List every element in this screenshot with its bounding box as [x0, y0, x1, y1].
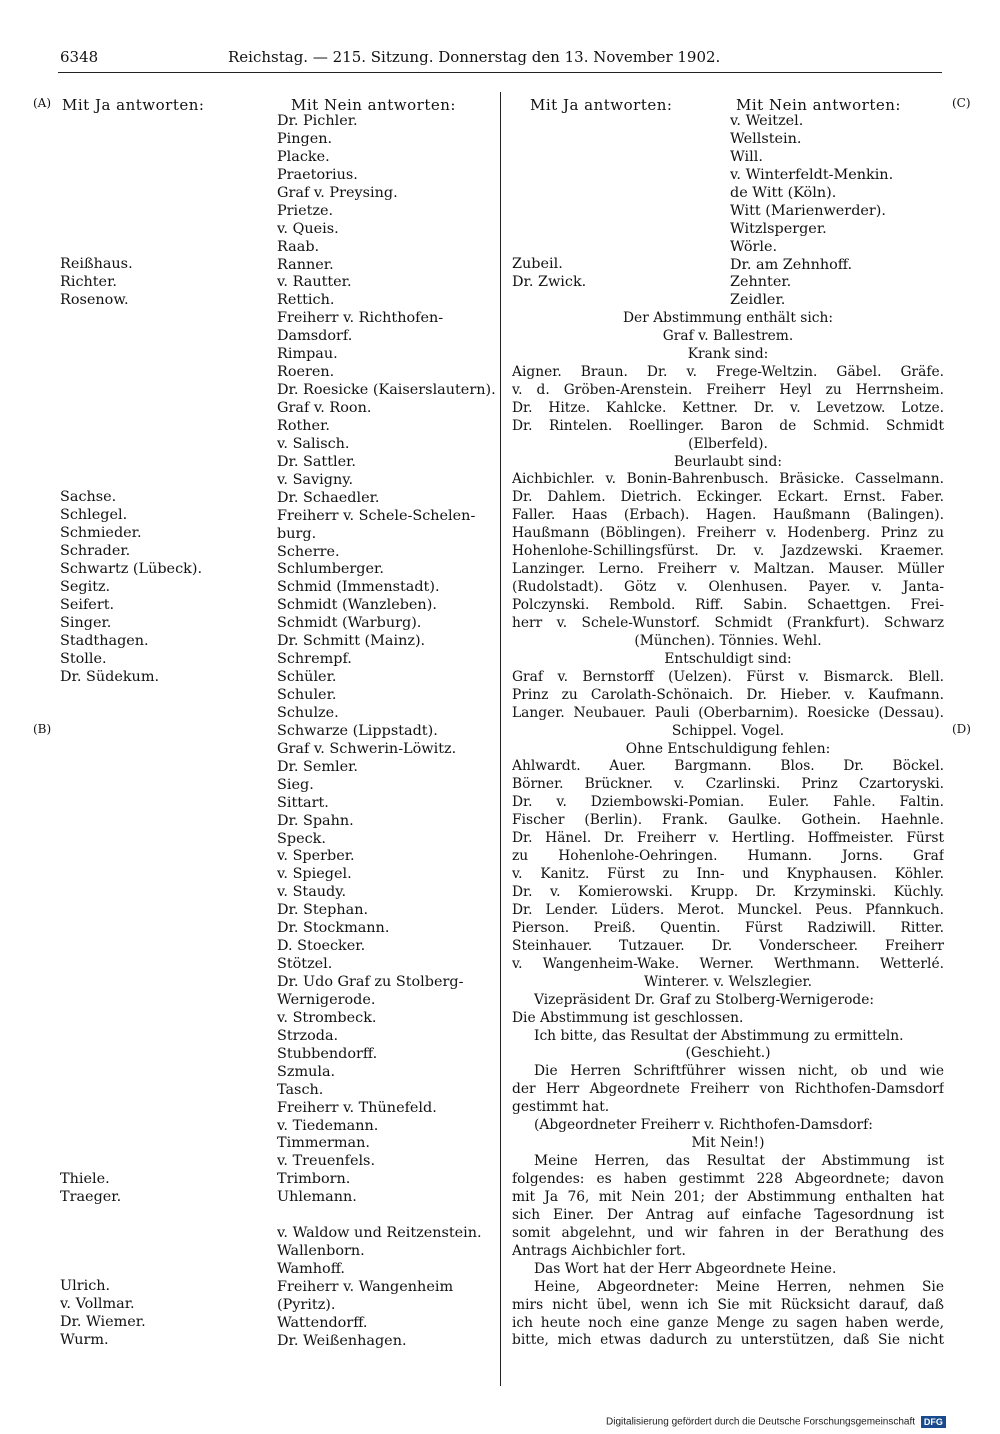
member-name: Zeidler.: [730, 292, 786, 309]
member-name: [60, 1243, 270, 1261]
member-name: Graf v. Schwerin-Löwitz.: [277, 740, 457, 757]
member-name: Thiele.: [60, 1170, 110, 1187]
member-name: [60, 1135, 270, 1153]
text-line: Dr. Hitze. Kahlcke. Kettner. Dr. v. Levetzow. Lotze.: [512, 399, 944, 416]
member-name: Dr. Semler.: [277, 758, 358, 775]
member-name: (Pyritz).: [277, 1296, 336, 1313]
text-line: Die Abstimmung ist geschlossen.: [512, 1009, 744, 1026]
member-name: Witzlsperger.: [730, 220, 827, 237]
text-line: (Elberfeld).: [688, 435, 768, 452]
member-name: Schuler.: [277, 687, 337, 703]
text-line: v. Kanitz. Fürst zu Inn- und Knyphausen. Köhler.: [512, 866, 944, 883]
text-line: Ohne Entschuldigung fehlen:: [625, 740, 831, 757]
member-name: [60, 1099, 270, 1117]
member-name: Praetorius.: [277, 166, 358, 183]
member-name: Schmidt (Wanzleben).: [277, 597, 437, 614]
text-line: mirs nicht übel, wenn ich Sie mit Rücksicht darauf, daß: [512, 1296, 944, 1313]
text-line: Faller. Haas (Erbach). Hagen. Haußmann (Balingen).: [512, 507, 944, 524]
text-line: Mit Nein!): [691, 1135, 765, 1152]
text-line: Meine Herren, das Resultat der Abstimmung ist: [534, 1153, 944, 1170]
member-name: Tasch.: [277, 1081, 324, 1098]
member-name: Seifert.: [60, 596, 115, 613]
member-name: Wallenborn.: [277, 1243, 365, 1260]
text-line: Polczynski. Rembold. Riff. Sabin. Schaettgen. Frei-: [512, 597, 944, 613]
member-name: [60, 812, 270, 830]
text-line: (Abgeordneter Freiherr v. Richthofen-Damsdorf:: [534, 1117, 873, 1134]
member-name: [60, 687, 270, 705]
member-name: Pingen.: [277, 130, 333, 147]
text-line: herr v. Schele-Wunstorf. Schmidt (Frankfurt). Schwarz: [512, 614, 944, 631]
text-line: gestimmt hat.: [512, 1099, 610, 1116]
member-name: [60, 1081, 270, 1099]
member-name: v. Waldow und Reitzenstein.: [277, 1225, 482, 1242]
member-name: [60, 956, 270, 974]
member-name: Wellstein.: [730, 130, 802, 147]
member-name: Wattendorff.: [277, 1314, 368, 1331]
member-name: Ranner.: [277, 256, 334, 273]
text-line: der Herr Abgeordnete Freiherr von Richthofen-Damsdorf: [512, 1081, 944, 1098]
member-name: Reißhaus.: [60, 256, 133, 272]
member-name: v. Rautter.: [277, 274, 352, 291]
member-name: v. Sperber.: [277, 848, 355, 865]
text-line: Das Wort hat der Herr Abgeordnete Heine.: [534, 1260, 837, 1277]
member-name: Ulrich.: [60, 1278, 111, 1295]
member-name: Scherre.: [277, 543, 340, 560]
member-name: D. Stoecker.: [277, 938, 366, 955]
margin-mark-c: (C): [952, 96, 971, 110]
member-name: Dr. Weißenhagen.: [277, 1332, 407, 1349]
margin-mark-d: (D): [952, 722, 971, 736]
text-line: Dr. Hänel. Dr. Freiherr v. Hertling. Hoffmeister. Fürst: [512, 830, 944, 847]
member-name: Freiherr v. Richthofen-: [277, 310, 444, 327]
right-ja-list: [512, 256, 712, 292]
left-nein-list: [277, 113, 497, 1351]
right-heading-ja: Mit Ja antworten:: [530, 96, 673, 114]
member-name: [60, 848, 270, 866]
member-name: v. Vollmar.: [60, 1296, 135, 1313]
text-line: Prinz zu Carolath-Schönaich. Dr. Hieber. v. Kaufmann.: [512, 686, 944, 703]
member-name: burg.: [277, 525, 317, 542]
member-name: [60, 902, 270, 920]
footer-text: Digitalisierung gefördert durch die Deutsche Forschungsgemeinschaft: [606, 1416, 916, 1428]
text-line: Dr. Rintelen. Roellinger. Baron de Schmid. Schmidt: [512, 417, 944, 434]
member-name: [60, 382, 270, 400]
member-name: [60, 346, 270, 364]
text-line: Winterer. v. Welszlegier.: [644, 973, 812, 990]
text-line: Krank sind:: [687, 345, 769, 362]
member-name: [60, 417, 270, 435]
text-line: ich heute noch eine ganze Menge zu sagen haben werde,: [512, 1314, 944, 1331]
member-name: Stubbendorff.: [277, 1045, 378, 1062]
member-name: Freiherr v. Wangenheim: [277, 1278, 454, 1295]
text-line: Schippel. Vogel.: [671, 722, 785, 739]
member-name: v. Strombeck.: [277, 1009, 377, 1026]
member-name: v. Spiegel.: [277, 866, 352, 883]
member-name: [60, 776, 270, 794]
member-name: [60, 328, 270, 346]
member-name: Dr. Stockmann.: [277, 920, 390, 937]
member-name: v. Treuenfels.: [277, 1153, 376, 1170]
page-number: 6348: [60, 48, 99, 66]
member-name: [60, 830, 270, 848]
member-name: Zehnter.: [730, 274, 792, 291]
member-name: Stolle.: [60, 650, 107, 667]
text-line: Haußmann (Böblingen). Freiherr v. Hodenberg. Prinz zu: [512, 525, 944, 542]
text-line: Dr. v. Komierowski. Krupp. Dr. Krzyminski. Küchly.: [512, 884, 944, 900]
member-name: Traeger.: [60, 1188, 122, 1205]
member-name: Dr. am Zehnhoff.: [730, 256, 853, 273]
right-heading-nein: Mit Nein antworten:: [736, 96, 901, 114]
member-name: de Witt (Köln).: [730, 184, 837, 201]
member-name: v. Salisch.: [277, 435, 350, 452]
text-line: folgendes: es haben gestimmt 228 Abgeordnete; davon: [512, 1171, 944, 1187]
text-line: v. d. Gröben-Arenstein. Freiherr Heyl zu Herrnsheim.: [512, 381, 944, 398]
text-line: somit abgelehnt, und wir fahren in der Berathung des: [512, 1224, 944, 1241]
member-name: [60, 471, 270, 489]
member-name: Trimborn.: [277, 1171, 351, 1188]
text-line: Langer. Neubauer. Pauli (Oberbarnim). Roesicke (Dessau).: [512, 704, 944, 721]
text-line: Börner. Brückner. v. Czarlinski. Prinz Czartoryski.: [512, 776, 944, 793]
dfg-logo: DFG: [921, 1416, 946, 1428]
running-header: Reichstag. — 215. Sitzung. Donnerstag den 13. November 1902.: [228, 48, 721, 66]
member-name: Stötzel.: [277, 956, 333, 973]
member-name: Wörle.: [730, 238, 778, 255]
member-name: [60, 722, 270, 740]
member-name: Prietze.: [277, 202, 334, 219]
member-name: [60, 866, 270, 884]
member-name: Sittart.: [277, 794, 329, 811]
member-name: v. Queis.: [277, 220, 339, 237]
text-line: Aigner. Braun. Dr. v. Frege-Weltzin. Gäbel. Gräfe.: [512, 363, 944, 380]
member-name: v. Staudy.: [277, 884, 347, 901]
text-line: (München). Tönnies. Wehl.: [634, 632, 822, 649]
member-name: Schmieder.: [60, 525, 142, 542]
member-name: Graf v. Roon.: [277, 400, 372, 416]
member-name: Schrader.: [60, 543, 131, 559]
member-name: [60, 920, 270, 938]
member-name: v. Tiedemann.: [277, 1117, 379, 1134]
member-name: Schulze.: [277, 704, 339, 721]
member-name: Zubeil.: [512, 256, 563, 272]
member-name: [60, 704, 270, 722]
member-name: Wamhoff.: [277, 1261, 345, 1277]
member-name: Speck.: [277, 830, 326, 847]
member-name: [60, 453, 270, 471]
member-name: [60, 991, 270, 1009]
member-name: Rother.: [277, 417, 330, 434]
member-name: Dr. Wiemer.: [60, 1314, 146, 1331]
member-name: Rosenow.: [60, 291, 129, 308]
member-name: Schwarze (Lippstadt).: [277, 722, 438, 739]
column-divider: [500, 92, 501, 1386]
member-name: Strzoda.: [277, 1027, 339, 1044]
text-line: Lanzinger. Lerno. Freiherr v. Maltzan. Mauser. Müller: [512, 561, 944, 578]
member-name: [60, 1207, 270, 1225]
left-heading-nein: Mit Nein antworten:: [291, 96, 456, 114]
margin-mark-a: (A): [33, 96, 52, 110]
left-heading-ja: Mit Ja antworten:: [62, 96, 205, 114]
member-name: [60, 1117, 270, 1135]
member-name: Freiherr v. Thünefeld.: [277, 1099, 437, 1116]
member-name: [60, 1063, 270, 1081]
member-name: Rimpau.: [277, 346, 338, 363]
right-nein-list: [730, 113, 942, 310]
text-line: Pierson. Preiß. Quentin. Fürst Radziwill. Ritter.: [512, 919, 944, 936]
member-name: [60, 884, 270, 902]
text-line: v. Wangenheim-Wake. Werner. Werthmann. Wetterlé.: [512, 955, 944, 972]
member-name: v. Savigny.: [277, 471, 354, 488]
text-line: zu Hohenlohe-Oehringen. Humann. Jorns. Graf: [512, 848, 944, 865]
text-line: mit Ja 76, mit Nein 201; der Abstimmung enthalten hat: [512, 1188, 944, 1205]
text-line: Dr. v. Dziembowski-Pomian. Euler. Fahle. Faltin.: [512, 794, 944, 811]
member-name: Dr. Schmitt (Mainz).: [277, 633, 426, 650]
member-name: Richter.: [60, 273, 117, 290]
member-name: [60, 1225, 270, 1243]
text-line: bitte, mich etwas dadurch zu unterstützen, daß Sie nicht: [512, 1332, 944, 1349]
member-name: Dr. Sattler.: [277, 453, 356, 470]
member-name: Dr. Pichler.: [277, 113, 358, 129]
member-name: [60, 364, 270, 382]
text-line: Dr. Dahlem. Dietrich. Eckinger. Eckart. Ernst. Faber.: [512, 489, 944, 506]
member-name: Dr. Spahn.: [277, 812, 354, 829]
member-name: Graf v. Preysing.: [277, 184, 398, 201]
member-name: Dr. Zwick.: [512, 273, 587, 290]
member-name: [60, 794, 270, 812]
text-line: Antrags Aichbichler fort.: [512, 1242, 686, 1259]
member-name: Singer.: [60, 614, 112, 631]
text-line: Heine, Abgeordneter: Meine Herren, nehmen Sie: [534, 1278, 944, 1295]
member-name: Schwartz (Lübeck).: [60, 560, 203, 577]
member-name: Schüler.: [277, 669, 337, 686]
left-ja-list: [60, 256, 270, 1350]
member-name: [60, 1261, 270, 1279]
member-name: Will.: [730, 148, 763, 165]
member-name: Wurm.: [60, 1332, 109, 1349]
member-name: Schrempf.: [277, 651, 352, 668]
text-line: sich Einer. Der Antrag auf einfache Tagesordnung ist: [512, 1206, 944, 1223]
member-name: Sachse.: [60, 489, 117, 506]
text-line: Aichbichler. v. Bonin-Bahrenbusch. Bräsicke. Casselmann.: [512, 471, 944, 488]
member-name: Stadthagen.: [60, 632, 149, 649]
member-name: [60, 758, 270, 776]
member-name: Wernigerode.: [277, 991, 376, 1008]
text-line: Graf v. Ballestrem.: [662, 327, 794, 344]
member-name: Raab.: [277, 238, 320, 255]
text-line: Ich bitte, das Resultat der Abstimmung zu ermitteln.: [534, 1027, 904, 1044]
member-name: Dr. Udo Graf zu Stolberg-: [277, 974, 464, 990]
member-name: [60, 740, 270, 758]
member-name: [60, 310, 270, 328]
member-name: Schmid (Immenstadt).: [277, 579, 440, 596]
member-name: Schlumberger.: [277, 561, 384, 578]
member-name: [277, 1207, 497, 1225]
margin-mark-b: (B): [33, 722, 52, 736]
text-line: Der Abstimmung enthält sich:: [623, 310, 833, 326]
text-line: Hohenlohe-Schillingsfürst. Dr. v. Jazdzewski. Kraemer.: [512, 543, 944, 560]
member-name: Schlegel.: [60, 507, 128, 524]
member-name: Placke.: [277, 148, 330, 165]
member-name: Dr. Stephan.: [277, 902, 369, 919]
member-name: Szmula.: [277, 1063, 336, 1080]
member-name: Dr. Schaedler.: [277, 489, 380, 506]
text-line: (Geschieht.): [685, 1045, 771, 1062]
member-name: Timmerman.: [277, 1135, 370, 1152]
text-line: (Rudolstadt). Götz v. Olenhusen. Payer. v. Janta-: [512, 579, 944, 596]
member-name: [60, 1153, 270, 1171]
member-name: [60, 938, 270, 956]
text-line: Vizepräsident Dr. Graf zu Stolberg-Wernigerode:: [534, 991, 875, 1008]
header-rule: [58, 72, 942, 73]
member-name: [60, 435, 270, 453]
member-name: Roeren.: [277, 364, 335, 381]
member-name: Schmidt (Warburg).: [277, 615, 422, 632]
member-name: [60, 1009, 270, 1027]
member-name: [60, 1045, 270, 1063]
member-name: [60, 400, 270, 418]
member-name: Dr. Südekum.: [60, 668, 160, 685]
text-line: Graf v. Bernstorff (Uelzen). Fürst v. Bismarck. Blell.: [512, 668, 944, 685]
member-name: Sieg.: [277, 776, 314, 793]
member-name: v. Weitzel.: [730, 113, 804, 129]
proceedings-text: [512, 310, 944, 1350]
member-name: Segitz.: [60, 578, 111, 595]
text-line: Entschuldigt sind:: [664, 650, 792, 667]
text-line: Beurlaubt sind:: [674, 453, 782, 470]
member-name: Freiherr v. Schele-Schelen-: [277, 507, 476, 524]
member-name: Uhlemann.: [277, 1189, 357, 1206]
member-name: Damsdorf.: [277, 328, 353, 345]
member-name: [60, 974, 270, 992]
text-line: Dr. Lender. Lüders. Merot. Munckel. Peus. Pfannkuch.: [512, 901, 944, 918]
text-line: Steinhauer. Tutzauer. Dr. Vonderscheer. Freiherr: [512, 937, 944, 954]
member-name: [60, 1027, 270, 1045]
member-name: Dr. Roesicke (Kaiserslautern).: [277, 382, 496, 399]
footer: [606, 1416, 946, 1428]
text-line: Die Herren Schriftführer wissen nicht, ob und wie: [534, 1063, 944, 1080]
member-name: v. Winterfeldt-Menkin.: [730, 166, 894, 183]
member-name: Rettich.: [277, 292, 335, 309]
text-line: Ahlwardt. Auer. Bargmann. Blos. Dr. Böckel.: [512, 758, 944, 775]
member-name: Witt (Marienwerder).: [730, 202, 886, 219]
text-line: Fischer (Berlin). Frank. Gaulke. Gothein. Haehnle.: [512, 812, 944, 829]
